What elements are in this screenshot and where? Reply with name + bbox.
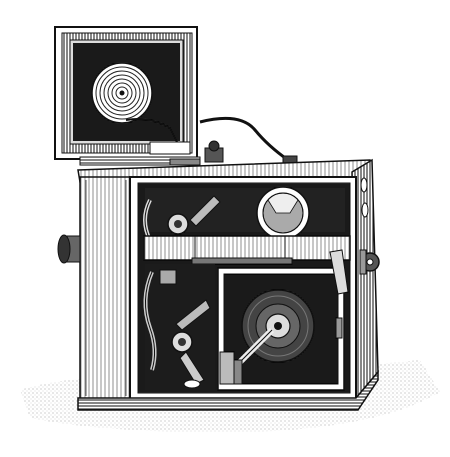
film-spool-top xyxy=(92,63,152,123)
right-crank xyxy=(360,250,379,274)
center-rail xyxy=(144,236,350,264)
take-up-chamber xyxy=(218,268,344,390)
side-crank-knob xyxy=(58,235,80,263)
lower-left-mechanism xyxy=(145,264,215,390)
film-magazine xyxy=(55,27,200,165)
